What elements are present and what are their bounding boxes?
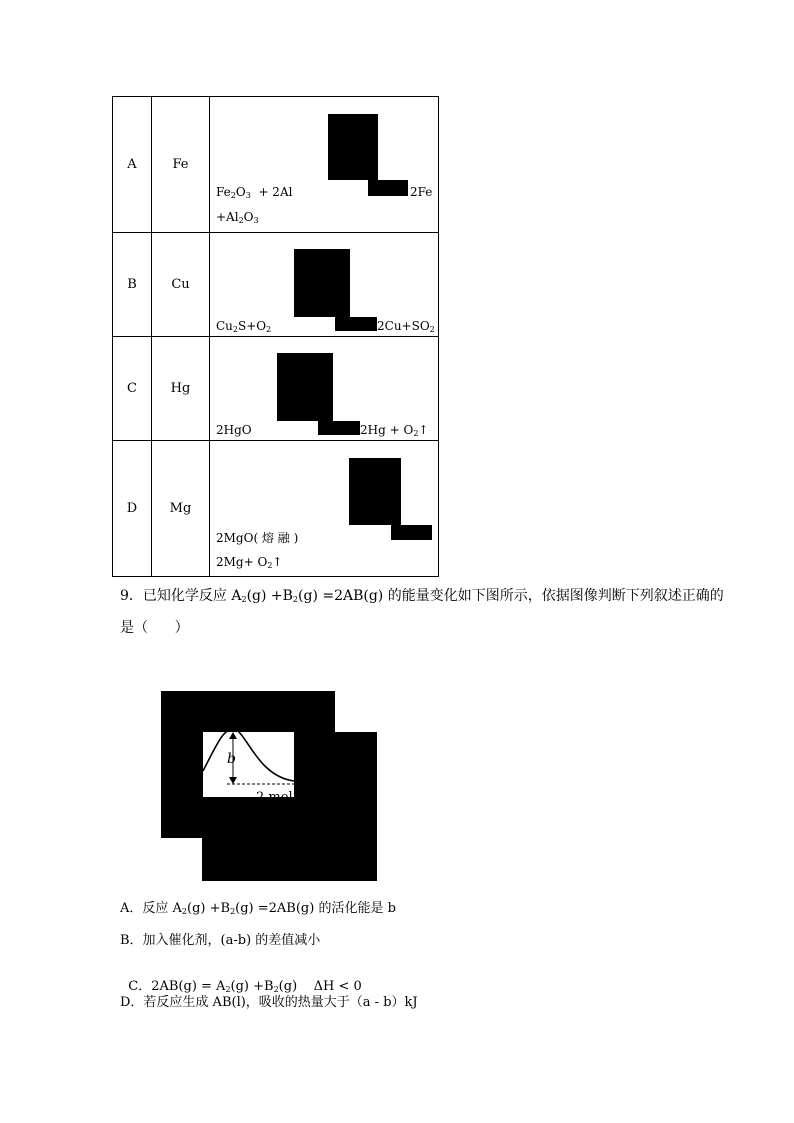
redacted-block [349, 458, 401, 525]
table-row [113, 233, 439, 337]
reaction-product: +Al [216, 210, 239, 224]
metal-name: Hg [152, 337, 210, 441]
redacted-block [202, 838, 335, 881]
metal-name: Fe [152, 97, 210, 233]
energy-diagram [161, 691, 377, 881]
redacted-block [335, 732, 377, 881]
table-row [113, 337, 439, 441]
reaction-text: Fe [216, 185, 231, 199]
option-letter: C [113, 337, 152, 441]
option-d: D．若反应生成 AB(l)，吸收的热量大于（a - b）kJ [120, 995, 418, 1010]
redacted-block [294, 249, 350, 317]
option-letter: D [113, 441, 152, 577]
smelting-method: $Fe_2O_3 + 2Al$ 2Fe $+Al_2O_3$ [210, 97, 439, 233]
question-stem-cont: 是（ ） [120, 620, 189, 636]
option-a: A．反应 $A_2(g) +B_2(g) =2AB(g)$ 的活化能是 b [120, 901, 396, 916]
reaction-product: 2Hg + O [360, 423, 414, 437]
table-row [113, 441, 439, 577]
label-mol: 2 mol [256, 790, 293, 805]
smelting-method: 2HgO $2Hg + O_2↑$ [210, 337, 439, 441]
reaction-text: 2MgO( 熔 融 ) [216, 531, 299, 545]
reaction-product: 2Fe [410, 185, 433, 199]
reaction-product: 2Mg+ O [216, 555, 268, 569]
metal-name: Cu [152, 233, 210, 337]
redacted-block [328, 114, 378, 180]
redacted-block [277, 353, 333, 421]
redacted-block [368, 180, 408, 196]
option-b: B．加入催化剂，(a-b) 的差值减小 [120, 933, 321, 948]
reaction-text: Cu [216, 319, 233, 333]
redacted-block [335, 317, 377, 331]
smelting-method: $Cu_2S+O_2$ $2Cu+SO_2$ [210, 233, 439, 337]
option-c: C．$2AB(g) = A_2(g) +B_2(g)$ ΔH < 0 [128, 979, 362, 994]
smelting-method: 2MgO( 熔 融 ) $2Mg+ O_2↑$ [210, 441, 439, 577]
diagram-window [203, 732, 294, 797]
option-letter: B [113, 233, 152, 337]
question-stem: 9．已知化学反应 $A_2(g) +B_2(g) =2AB(g)$ 的能量变化如下图所示，依据图像判断下列叙述正确的 [120, 588, 724, 604]
reaction-text: 2HgO [216, 423, 252, 437]
energy-diagram-svg [161, 691, 377, 881]
reaction-product: 2Cu+SO [377, 319, 430, 333]
redacted-block [391, 525, 432, 540]
metal-name: Mg [152, 441, 210, 577]
redacted-block [318, 421, 360, 435]
label-b: b [227, 751, 236, 767]
table-row [113, 97, 439, 233]
option-letter: A [113, 97, 152, 233]
options-table [112, 96, 439, 577]
